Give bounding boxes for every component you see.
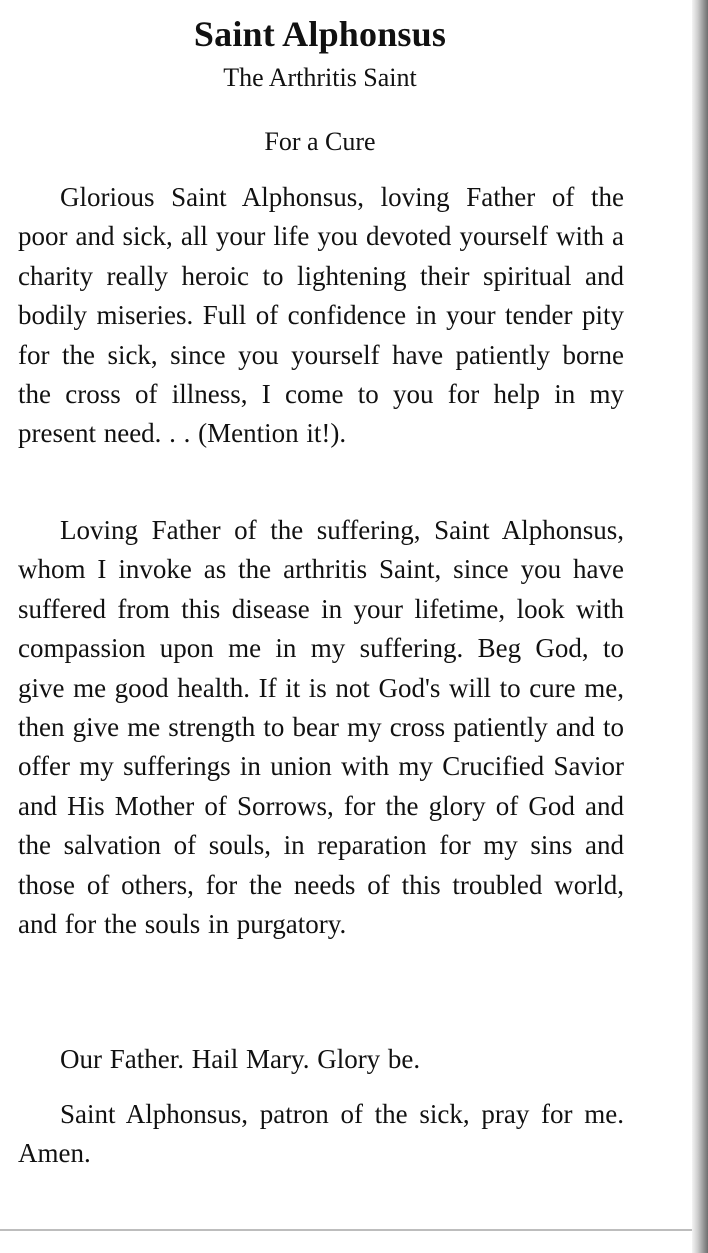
prayer-paragraph-1: Glorious Saint Alphonsus, loving Father of the poor and sick, all your life you devoted yourself with a charity really heroic to lightening their spiritual and bodily miseries. Full of confidence in your tender pity for the sick, since you yourself have patiently borne the cross of illness, I come to you for help in my present need. . . (Mention it!). bbox=[18, 182, 624, 449]
page-subtitle: The Arthritis Saint bbox=[223, 63, 417, 92]
scan-edge-shadow bbox=[692, 0, 708, 1253]
prayer-paragraph-3: Our Father. Hail Mary. Glory be. bbox=[60, 1044, 421, 1074]
section-heading: For a Cure bbox=[264, 127, 376, 156]
card-bottom-edge bbox=[0, 1229, 692, 1231]
prayer-paragraph-2: Loving Father of the suffering, Saint Alphonsus, whom I invoke as the arthritis Saint, since you have suffered from this disease in your lifetime, look with compassion upon me in my suffering. Beg God, to give me good health. If it is not God's will to cure me, then give me strength to bear my cross patiently and to offer my sufferings in union with my Crucified Savior and His Mother of Sorrows, for the glory of God and the salvation of souls, in reparation for my sins and those of others, for the needs of this troubled world, and for the souls in purgatory. bbox=[18, 515, 624, 940]
prayer-paragraph-4: Saint Alphonsus, patron of the sick, pray for me. Amen. bbox=[18, 1099, 624, 1169]
page-title: Saint Alphonsus bbox=[193, 14, 447, 54]
